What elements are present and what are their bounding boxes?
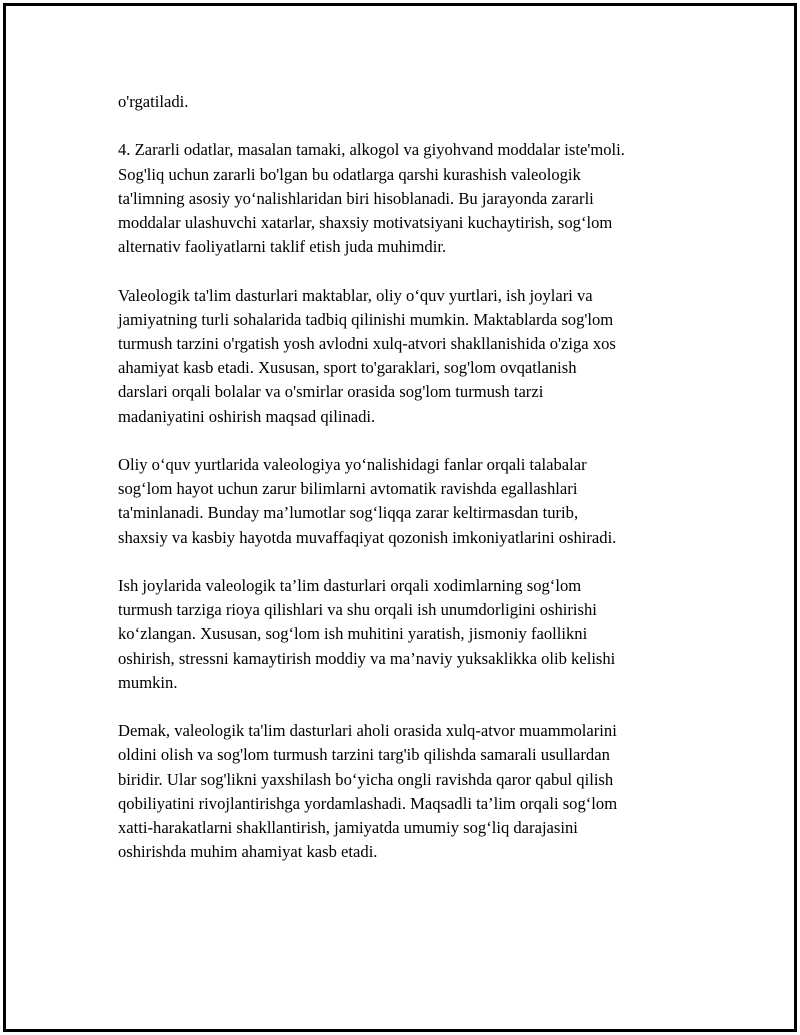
text-line: jamiyatning turli sohalarida tadbiq qilinishi mumkin. Maktablarda sog'lom bbox=[118, 309, 614, 329]
text-line: darslari orqali bolalar va o'smirlar orasida sog'lom turmush tarzi bbox=[118, 382, 544, 402]
paragraph-harmful-habits bbox=[118, 138, 708, 259]
text-line: 4. Zararli odatlar, masalan tamaki, alkogol va giyohvand moddalar iste'moli. bbox=[118, 140, 625, 160]
paragraph-workplaces bbox=[118, 574, 708, 695]
text-line: Ish joylarida valeologik ta’lim dasturlari orqali xodimlarning sog‘lom bbox=[118, 576, 582, 595]
text-line: ahamiyat kasb etadi. Xususan, sport to'garaklari, sog'lom ovqatlanish bbox=[118, 358, 577, 378]
text-line: oshirishda muhim ahamiyat kasb etadi. bbox=[118, 842, 378, 862]
text-line: biridir. Ular sog'likni yaxshilash bo‘yicha ongli ravishda qaror qabul qilish bbox=[118, 769, 614, 789]
text-line: Oliy o‘quv yurtlarida valeologiya yo‘nalishidagi fanlar orqali talabalar bbox=[118, 455, 587, 474]
paragraph-conclusion bbox=[118, 719, 708, 864]
text-line: o'rgatiladi. bbox=[118, 92, 189, 111]
text-line: mumkin. bbox=[118, 672, 178, 692]
text-line: oldini olish va sog'lom turmush tarzini targ'ib qilishda samarali usullardan bbox=[118, 745, 610, 765]
text-line: shaxsiy va kasbiy hayotda muvaffaqiyat qozonish imkoniyatlarini oshiradi. bbox=[118, 527, 617, 547]
text-line: turmush tarziga rioya qilishlari va shu orqali ish unumdorligini oshirishi bbox=[118, 600, 597, 620]
text-line: alternativ faoliyatlarni taklif etish juda muhimdir. bbox=[118, 237, 447, 257]
document-body bbox=[118, 90, 708, 889]
text-line: ko‘zlangan. Xususan, sog‘lom ish muhitini yaratish, jismoniy faollikni bbox=[118, 624, 588, 644]
paragraph-education-programs bbox=[118, 284, 708, 429]
paragraph-continuation bbox=[118, 90, 708, 114]
text-line: sog‘lom hayot uchun zarur bilimlarni avtomatik ravishda egallashlari bbox=[118, 479, 578, 499]
text-line: xatti-harakatlarni shakllantirish, jamiyatda umumiy sog‘liq darajasini bbox=[118, 818, 578, 838]
text-line: ta'minlanadi. Bunday ma’lumotlar sog‘liqqa zarar keltirmasdan turib, bbox=[118, 503, 579, 523]
text-line: moddalar ulashuvchi xatarlar, shaxsiy motivatsiyani kuchaytirish, sog‘lom bbox=[118, 213, 613, 232]
text-line: Valeologik ta'lim dasturlari maktablar, oliy o‘quv yurtlari, ish joylari va bbox=[118, 285, 593, 305]
text-line: Demak, valeologik ta'lim dasturlari aholi orasida xulq-atvor muammolarini bbox=[118, 721, 617, 741]
paragraph-universities bbox=[118, 453, 708, 550]
text-line: ta'limning asosiy yo‘nalishlaridan biri hisoblanadi. Bu jarayonda zararli bbox=[118, 188, 594, 208]
text-line: oshirish, stressni kamaytirish moddiy va ma’naviy yuksaklikka olib kelishi bbox=[118, 648, 616, 668]
text-line: qobiliyatini rivojlantirishga yordamlashadi. Maqsadli ta’lim orqali sog‘lom bbox=[118, 793, 618, 813]
text-line: madaniyatini oshirish maqsad qilinadi. bbox=[118, 406, 376, 426]
text-line: Sog'liq uchun zararli bo'lgan bu odatlarga qarshi kurashish valeologik bbox=[118, 164, 581, 184]
text-line: turmush tarzini o'rgatish yosh avlodni xulq-atvori shakllanishida o'ziga xos bbox=[118, 334, 616, 353]
